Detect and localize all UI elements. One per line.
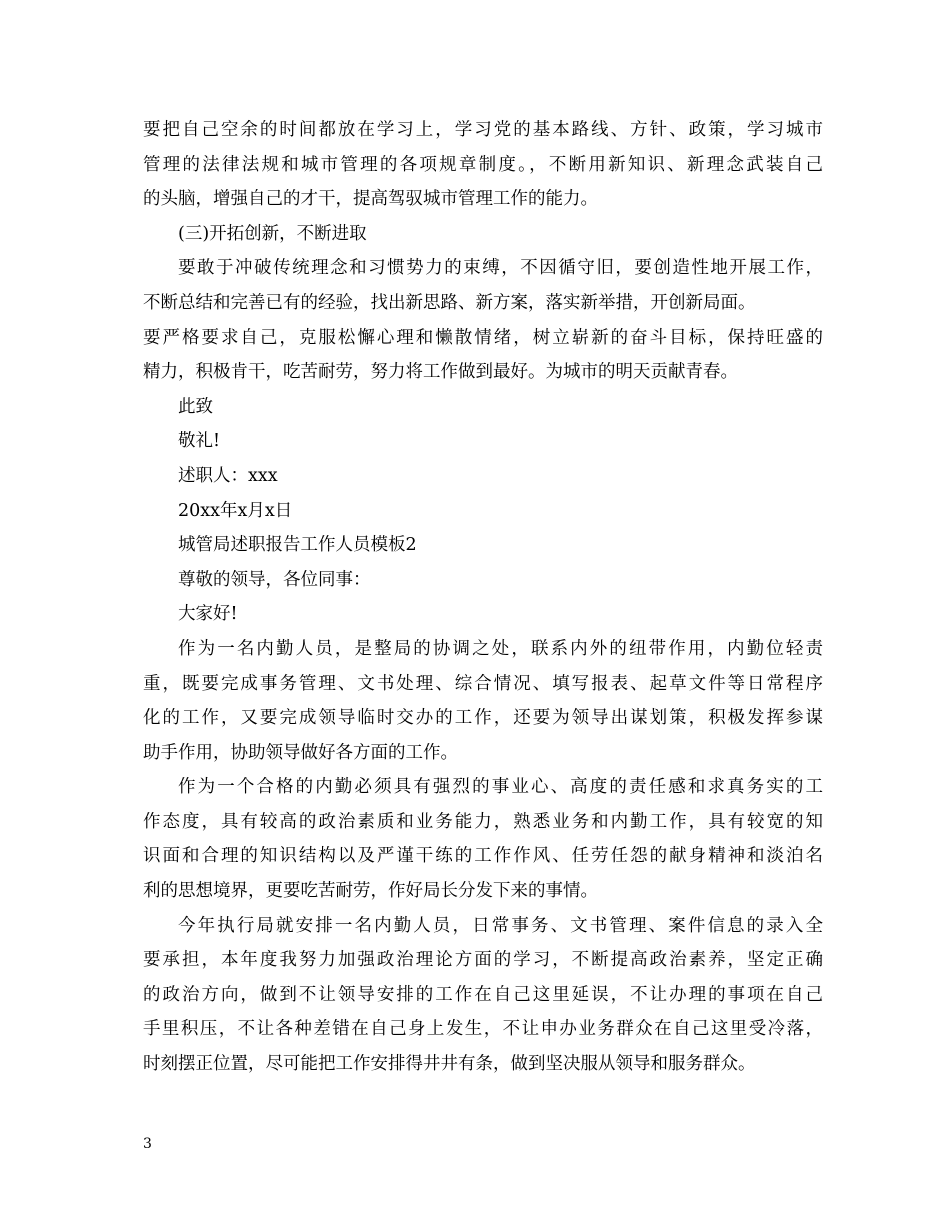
text-line: 要承担，本年度我努力加强政治理论方面的学习，不断提高政治素养，坚定正确: [143, 950, 823, 971]
text-line: 重，既要完成事务管理、文书处理、综合情况、填写报表、起草文件等日常程序: [143, 673, 823, 694]
closing-regards: 敬礼!: [178, 431, 221, 452]
report-date: 20xx年x月x日: [178, 500, 293, 521]
text-line: 管理的法律法规和城市管理的各项规章制度。，不断用新知识、新理念武装自己: [143, 154, 823, 175]
page-number: 3: [143, 1136, 152, 1152]
closing-salutation: 此致: [178, 396, 213, 417]
text-line: 时刻摆正位置，尽可能把工作安排得井井有条，做到坚决服从领导和服务群众。: [143, 1054, 756, 1075]
text-line: 作为一个合格的内勤必须具有强烈的事业心、高度的责任感和求真务实的工: [178, 777, 823, 798]
greeting-address: 尊敬的领导，各位同事：: [178, 569, 371, 590]
text-line: 今年执行局就安排一名内勤人员，日常事务、文书管理、案件信息的录入全: [178, 915, 823, 936]
text-line: 要把自己空余的时间都放在学习上，学习党的基本路线、方针、政策，学习城市: [143, 120, 823, 140]
greeting: 大家好!: [178, 604, 238, 625]
text-line: 精力，积极肯干，吃苦耐劳，努力将工作做到最好。为城市的明天贡献青春。: [143, 362, 738, 383]
text-line: 要严格要求自己，克服松懈心理和懒散情绪，树立崭新的奋斗目标，保持旺盛的: [143, 327, 823, 348]
text-line: 助手作用，协助领导做好各方面的工作。: [143, 742, 458, 763]
document-title: 城管局述职报告工作人员模板2: [178, 535, 417, 556]
section-heading: (三)开拓创新，不断进取: [178, 223, 367, 244]
text-line: 化的工作，又要完成领导临时交办的工作，还要为领导出谋划策，积极发挥参谋: [143, 708, 823, 729]
text-line: 的政治方向，做到不让领导安排的工作在自己这里延误，不让办理的事项在自己: [143, 984, 823, 1005]
text-line: 作为一名内勤人员，是整局的协调之处，联系内外的纽带作用，内勤位轻责: [178, 638, 823, 659]
text-line: 作态度，具有较高的政治素质和业务能力，熟悉业务和内勤工作，具有较宽的知: [143, 811, 823, 832]
text-line: 利的思想境界，更要吃苦耐劳，作好局长分发下来的事情。: [143, 881, 598, 902]
text-line: 要敢于冲破传统理念和习惯势力的束缚，不因循守旧，要创造性地开展工作，: [178, 258, 823, 279]
text-line: 手里积压，不让各种差错在自己身上发生，不让申办业务群众在自己这里受冷落，: [143, 1019, 823, 1040]
text-line: 不断总结和完善已有的经验，找出新思路、新方案，落实新举措，开创新局面。: [143, 292, 756, 313]
text-line: 的头脑，增强自己的才干，提高驾驭城市管理工作的能力。: [143, 189, 598, 210]
reporter-signature: 述职人：xxx: [178, 465, 278, 486]
document-body: [143, 113, 823, 1082]
text-line: 识面和合理的知识结构以及严谨干练的工作作风、任劳任怨的献身精神和淡泊名: [143, 846, 823, 867]
